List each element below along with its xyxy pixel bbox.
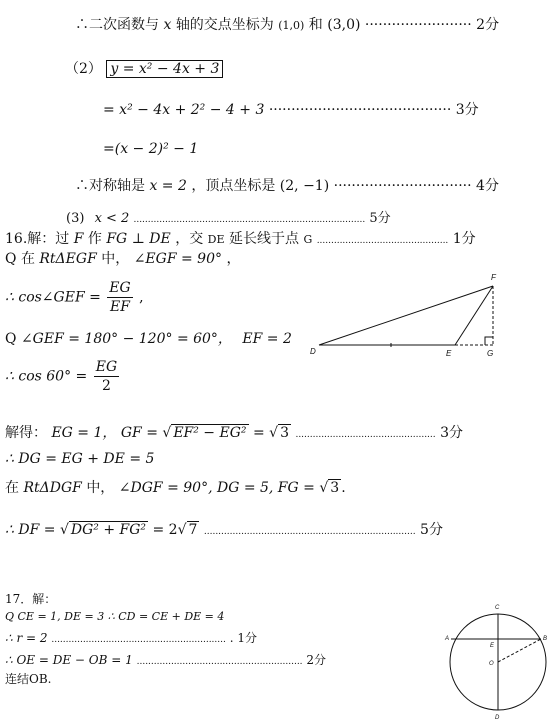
q16-l2-q: Q bbox=[5, 251, 17, 267]
q16-line3 bbox=[5, 279, 144, 316]
q15-part3-dots: ................................................................................. bbox=[133, 215, 366, 225]
q17-line4 bbox=[5, 670, 51, 688]
q15-line1-score: 2分 bbox=[476, 17, 500, 33]
q16-l9-rad: DG² + FG² bbox=[70, 522, 147, 538]
q16-l4-q: Q bbox=[5, 331, 17, 347]
q16-title-mid: 作 bbox=[87, 231, 102, 247]
q16-l9-dots: .......................................................................... bbox=[203, 527, 416, 537]
label-D: D bbox=[310, 347, 316, 356]
q15-part2-expr: y = x² − 4x + 3 bbox=[106, 60, 223, 78]
segment-OB bbox=[498, 639, 541, 662]
q16-l3-den: EF bbox=[110, 299, 130, 315]
q16-title-start: 16.解：过 bbox=[5, 231, 70, 247]
q16-title-dots: .............................................. bbox=[316, 236, 449, 246]
q16-l9-sqrt-sign: √ bbox=[59, 522, 69, 538]
q16-l6-eq: = bbox=[252, 425, 265, 441]
q16-l2-tri: RtΔEGF bbox=[39, 251, 97, 267]
q16-line5 bbox=[5, 358, 121, 395]
q17-l2-dots: ............................................................. bbox=[51, 635, 226, 645]
q16-l8-res: 3 bbox=[330, 480, 340, 496]
q16-line6 bbox=[5, 424, 463, 444]
q17-l2: ∴ r = 2 bbox=[5, 631, 48, 645]
q16-title-end: ，交 bbox=[175, 231, 204, 247]
q15-axis-dots: ······························· bbox=[333, 178, 472, 194]
q16-l6-score: 3分 bbox=[440, 425, 464, 441]
q16-line8 bbox=[5, 479, 346, 497]
q15-line1-pt1: (1,0) bbox=[278, 19, 305, 32]
q17-l1: Q CE = 1, DE = 3 ∴ CD = CE + DE = 4 bbox=[5, 610, 225, 623]
q16-title-f: F bbox=[73, 231, 84, 247]
q16-l2-a: 在 bbox=[20, 251, 35, 267]
q16-line2 bbox=[5, 250, 240, 268]
q16-l5-frac bbox=[94, 358, 119, 395]
q16-l9-eq: = 2 bbox=[152, 522, 178, 538]
q16-l3-end: , bbox=[139, 289, 144, 306]
q17-l3-dots: .......................................................... bbox=[136, 657, 303, 667]
q15-axis-eq: x = 2 bbox=[149, 178, 187, 194]
right-angle-mark bbox=[485, 337, 493, 345]
q16-l6-eg: EG = 1， bbox=[51, 425, 117, 441]
q15-axis bbox=[75, 177, 499, 195]
q17-title-text: 17．解： bbox=[5, 592, 57, 606]
q15-line1-var: x bbox=[163, 17, 172, 33]
q15-step1-expr: = x² − 4x + 2² − 4 + 3 bbox=[103, 102, 265, 118]
q16-triangle-figure bbox=[305, 270, 505, 360]
q15-line1-prefix: ∴二次函数与 bbox=[75, 17, 159, 33]
q16-l8-tri: RtΔDGF bbox=[23, 480, 82, 496]
q17-circle-figure bbox=[443, 602, 553, 722]
q16-l3-pre: ∴ cos∠GEF = bbox=[5, 289, 101, 306]
q15-part3-expr: x < 2 bbox=[94, 211, 130, 226]
q15-axis-mid: ，顶点坐标是 bbox=[191, 178, 276, 194]
q16-l8-b: 中， bbox=[86, 480, 115, 496]
q16-l3-num: EG bbox=[109, 280, 131, 296]
q15-part3 bbox=[66, 210, 391, 229]
q16-l9-score: 5分 bbox=[420, 522, 443, 538]
q17-line1 bbox=[5, 608, 224, 626]
q16-l6-rad: EF² − EG² bbox=[173, 425, 247, 441]
q16-l3-frac bbox=[107, 279, 132, 316]
q16-l5-den: 2 bbox=[101, 378, 111, 394]
q16-l8-a: 在 bbox=[5, 480, 19, 496]
label-E: E bbox=[446, 349, 452, 358]
label-B: B bbox=[543, 636, 548, 642]
q15-part2-label: （2） bbox=[65, 61, 102, 77]
q16-l2-ang: ∠EGF = 90° bbox=[133, 251, 222, 267]
q16-line7 bbox=[5, 450, 154, 468]
q16-l6-pre: 解得： bbox=[5, 425, 47, 441]
q15-line1-pt2: (3,0) bbox=[327, 17, 361, 33]
q16-title-tail: 延长线于点 bbox=[228, 231, 299, 247]
q16-title-perp: FG ⊥ DE bbox=[106, 231, 171, 247]
q17-l3: ∴ OE = DE − OB = 1 bbox=[5, 653, 133, 667]
q16-l8-expr: ∠DGF = 90°, DG = 5, FG = bbox=[118, 480, 315, 496]
q16-line9 bbox=[5, 521, 443, 541]
label-F: F bbox=[491, 273, 496, 282]
q16-l6-gf: GF = bbox=[120, 425, 158, 441]
q16-title-score: 1分 bbox=[452, 231, 476, 247]
segment-DF bbox=[319, 286, 493, 345]
q15-axis-vertex: (2, −1) bbox=[279, 178, 330, 194]
q16-l5-pre: ∴ cos 60° = bbox=[5, 368, 88, 385]
q17-line3 bbox=[5, 651, 326, 671]
q16-l6-res: 3 bbox=[280, 425, 289, 441]
label-O: O bbox=[489, 661, 494, 667]
q16-l8-end: . bbox=[341, 480, 346, 496]
q15-step1-score: 3分 bbox=[455, 102, 479, 118]
q16-title bbox=[5, 230, 476, 250]
q15-step2-expr: =(x − 2)² − 1 bbox=[103, 141, 199, 157]
q16-l9-res: 7 bbox=[188, 522, 198, 538]
q15-step1-dots: ········································· bbox=[268, 102, 452, 118]
q16-l2-end: ， bbox=[226, 251, 241, 267]
q16-l7: ∴ DG = EG + DE = 5 bbox=[5, 451, 155, 467]
q17-l3-score: 2分 bbox=[306, 653, 327, 667]
label-A: A bbox=[445, 636, 450, 642]
q15-step2 bbox=[103, 140, 198, 158]
q15-axis-score: 4分 bbox=[476, 178, 499, 194]
q16-l5-num: EG bbox=[95, 359, 118, 375]
q16-l4-expr: ∠GEF = 180° − 120° = 60°， bbox=[20, 331, 232, 347]
label-D: D bbox=[495, 715, 500, 721]
segment-EF bbox=[455, 286, 493, 345]
q16-title-g: G bbox=[303, 233, 313, 246]
q15-step1 bbox=[103, 101, 479, 119]
q17-l4: 连结OB. bbox=[5, 672, 52, 686]
q15-line1-mid: 轴的交点坐标为 bbox=[175, 17, 274, 33]
label-E: E bbox=[490, 643, 495, 649]
q16-l8-sqrt-sign: √ bbox=[319, 480, 329, 496]
q15-line1-dots: ························ bbox=[364, 17, 472, 33]
q17-l2-score: . 1分 bbox=[229, 631, 257, 645]
q16-l9-pre: ∴ DF = bbox=[5, 522, 56, 538]
q15-axis-prefix: ∴对称轴是 bbox=[75, 178, 145, 194]
q15-part3-score: 5分 bbox=[369, 211, 391, 226]
q16-l4-ef: EF = 2 bbox=[242, 331, 292, 347]
q15-line1 bbox=[75, 16, 499, 35]
q16-l6-sqrt-sign2: √ bbox=[269, 425, 279, 441]
q15-line1-and: 和 bbox=[308, 17, 323, 33]
q16-l6-sqrt-sign: √ bbox=[162, 425, 172, 441]
label-G: G bbox=[487, 349, 494, 358]
q16-l6-dots: ................................................. bbox=[295, 430, 436, 440]
q16-l2-b: 中， bbox=[101, 251, 130, 267]
q16-title-de: DE bbox=[207, 233, 225, 246]
q17-line2 bbox=[5, 629, 257, 649]
q16-l9-sqrt-sign2: √ bbox=[177, 522, 187, 538]
q15-part3-label: (3) bbox=[66, 211, 85, 226]
q16-line4 bbox=[5, 330, 292, 348]
q15-part2 bbox=[65, 60, 223, 78]
label-C: C bbox=[495, 605, 500, 611]
q17-title bbox=[5, 590, 56, 608]
